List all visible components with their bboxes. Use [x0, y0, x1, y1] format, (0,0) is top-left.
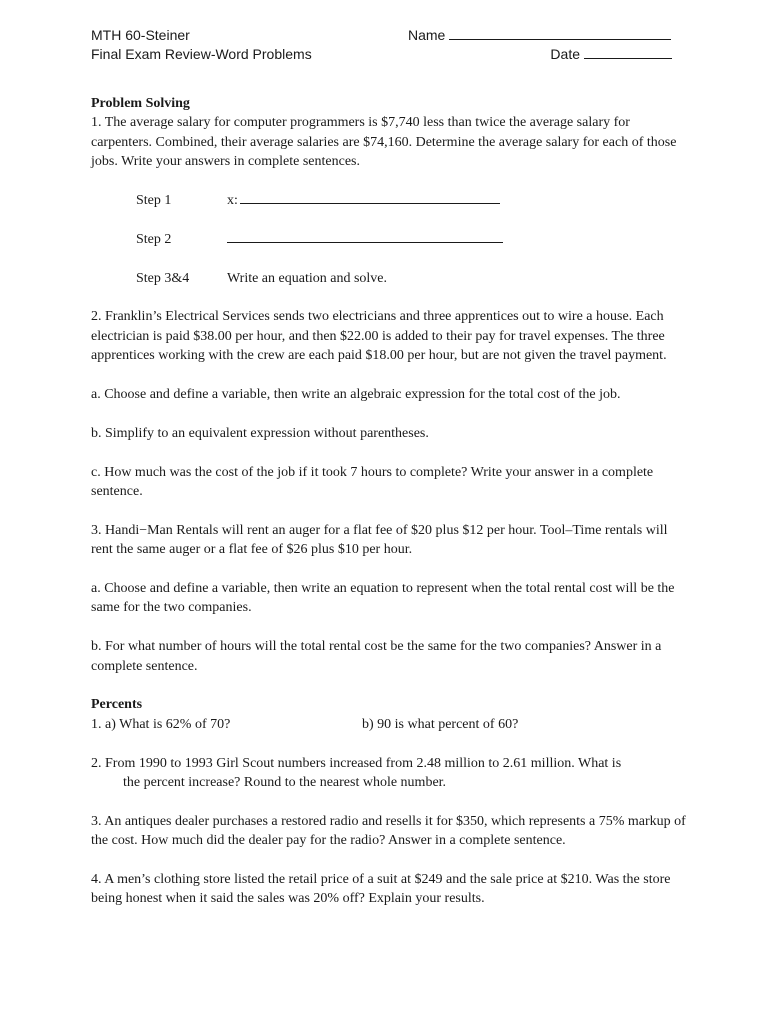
problem-2a: a. Choose and define a variable, then write an algebraic expression for the total cost of the job.: [91, 386, 621, 402]
section-heading-problem-solving: Problem Solving: [91, 96, 190, 111]
step-label: Step 2: [136, 231, 172, 247]
spacer: [91, 560, 691, 579]
steps-table: [136, 191, 691, 288]
percent-question-1a: 1. a) What is 62% of 70?: [91, 716, 231, 732]
problem-2b: b. Simplify to an equivalent expression without parentheses.: [91, 425, 429, 441]
spacer: [136, 210, 691, 229]
problem-3-text: 3. Handi−Man Rentals will rent an auger for a flat fee of $20 plus $12 per hour. Tool–Time rentals will rent the same auger or a flat fee of $26 plus $10 per hour.: [91, 522, 668, 558]
spacer: [91, 734, 691, 753]
step-content: [227, 230, 503, 243]
document-body: [91, 94, 691, 909]
step-variable-prefix: x:: [227, 193, 238, 209]
step-content: [227, 191, 500, 210]
header-left: [91, 26, 312, 64]
course-code: MTH 60-Steiner: [91, 27, 190, 43]
section-heading-percents: Percents: [91, 697, 143, 713]
spacer: [91, 676, 691, 695]
name-row: [408, 26, 672, 45]
step-row: [136, 191, 691, 210]
header-right: [408, 26, 672, 64]
percent-question-1: [91, 715, 691, 734]
spacer: [91, 501, 691, 520]
step-row: [136, 269, 691, 288]
spacer: [91, 404, 691, 423]
step-blank-line: [240, 191, 500, 204]
problem-2c: c. How much was the cost of the job if it took 7 hours to complete? Write your answer in a complete sentence.: [91, 464, 654, 499]
step-label: Step 3&4: [136, 270, 190, 286]
percent-question-3: 3. An antiques dealer purchases a restored radio and resells it for $350, which represents a 75% markup of the cost. How much did the dealer pay for the radio? Answer in a complete sentence.: [91, 813, 686, 849]
spacer: [136, 249, 691, 268]
percent-question-2-line-2: the percent increase? Round to the nearest whole number.: [123, 774, 447, 790]
percent-question-1b: b) 90 is what percent of 60?: [362, 716, 519, 732]
problem-1-text: 1. The average salary for computer programmers is $7,740 less than twice the average salary for carpenters. Combined, their average salaries are $74,160. Determine the average salary for each of those jobs. Write your answers in complete sentences.: [91, 115, 677, 170]
date-blank-line: [584, 45, 672, 59]
step-label: Step 1: [136, 193, 172, 209]
spacer: [91, 443, 691, 462]
percent-question-4: 4. A men’s clothing store listed the retail price of a suit at $249 and the sale price at $210. Was the store being honest when it said the sales was 20% off? Explain your results.: [91, 871, 671, 907]
percent-question-2-line-1: 2. From 1990 to 1993 Girl Scout numbers increased from 2.48 million to 2.61 million. What is: [91, 755, 622, 771]
date-label: Date: [550, 46, 580, 62]
spacer: [91, 366, 691, 385]
document-title: Final Exam Review-Word Problems: [91, 46, 312, 62]
spacer: [91, 618, 691, 637]
date-row: [408, 45, 672, 64]
step-blank-line: [227, 230, 503, 243]
problem-2-text: 2. Franklin’s Electrical Services sends two electricians and three apprentices out to wire a house. Each electrician is paid $38.00 per hour, and then $22.00 is added to their pay for travel expenses. The three apprentices working with the crew are each paid $18.00 per hour, but are not given the travel payment.: [91, 309, 667, 364]
problem-3b: b. For what number of hours will the total rental cost be the same for the two companies? Answer in a complete sentence.: [91, 639, 662, 674]
name-label: Name: [408, 27, 446, 43]
spacer: [91, 851, 691, 870]
spacer: [91, 172, 691, 191]
name-blank-line: [449, 26, 671, 40]
step-instruction: Write an equation and solve.: [227, 270, 387, 286]
problem-3a: a. Choose and define a variable, then write an equation to represent when the total rental cost will be the same for the two companies.: [91, 580, 675, 616]
step-row: [136, 230, 691, 249]
spacer: [91, 792, 691, 811]
spacer: [91, 288, 691, 307]
